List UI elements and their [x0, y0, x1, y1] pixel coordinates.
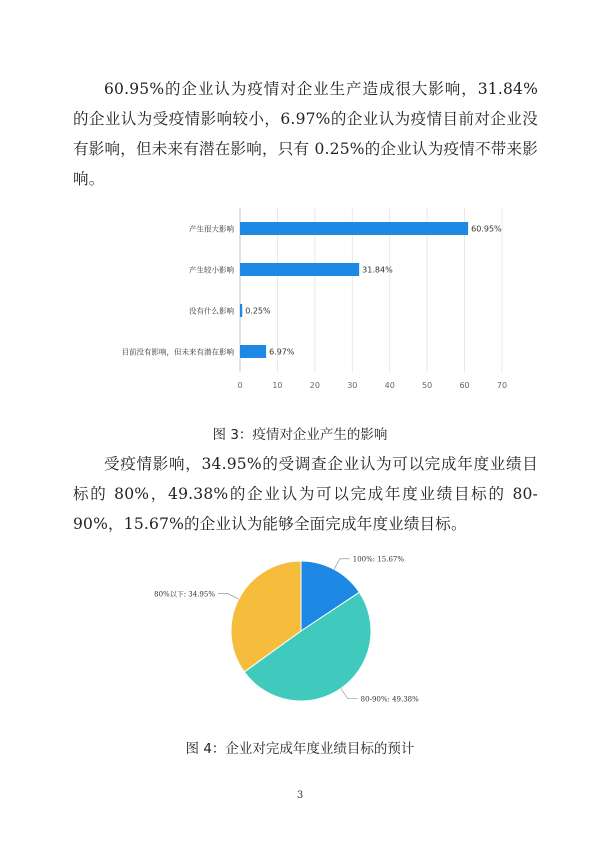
x-tick-label: 0: [237, 381, 243, 390]
paragraph-performance: [73, 449, 538, 539]
x-tick-label: 70: [496, 381, 508, 390]
impact-bar-chart: [60, 200, 530, 410]
x-tick-label: 30: [347, 381, 358, 390]
x-tick-label: 40: [384, 381, 395, 390]
figure-3-caption: 图 3：疫情对企业产生的影响: [212, 427, 388, 443]
x-tick-label: 60: [459, 381, 470, 390]
data-label: 0.25%: [245, 306, 271, 316]
slice-label: 100%: 15.67%: [352, 555, 405, 564]
leader-line: [218, 594, 239, 599]
category-label: 产生较小影响: [189, 265, 234, 275]
category-label: 没有什么影响: [189, 306, 234, 316]
bar: [240, 304, 242, 317]
bar: [240, 345, 266, 358]
data-label: 60.95%: [471, 224, 502, 234]
leader-line: [334, 559, 350, 570]
bar: [240, 222, 468, 235]
leader-line: [341, 689, 358, 699]
paragraph-text: 受疫情影响，34.95%的受调查企业认为可以完成年度业绩目标的 80%，49.38%的企业认为可以完成年度业绩目标的 80-90%，15.67%的企业认为能够全面完成年度业绩目标。: [73, 455, 538, 533]
target-pie-chart: [120, 545, 460, 730]
figure-4-caption: 图 4：企业对完成年度业绩目标的预计: [185, 741, 415, 757]
x-tick-label: 50: [422, 381, 433, 390]
bar: [240, 263, 359, 276]
slice-label: 80%以下: 34.95%: [154, 590, 215, 599]
category-label: 目前没有影响，但未来有潜在影响: [121, 347, 234, 357]
category-label: 产生很大影响: [189, 224, 234, 234]
page-number: 3: [296, 790, 304, 801]
slice-label: 80-90%: 49.38%: [360, 695, 419, 704]
paragraph-text: 60.95%的企业认为疫情对企业生产造成很大影响，31.84%的企业认为受疫情影响较小，6.97%的企业认为疫情目前对企业没有影响，但未来有潜在影响，只有 0.25%的企业认为疫情不带来影响。: [73, 80, 538, 188]
data-label: 6.97%: [269, 347, 295, 357]
x-tick-label: 10: [272, 381, 283, 390]
x-tick-label: 20: [309, 381, 320, 390]
paragraph-intro: [73, 74, 538, 194]
data-label: 31.84%: [362, 265, 393, 275]
